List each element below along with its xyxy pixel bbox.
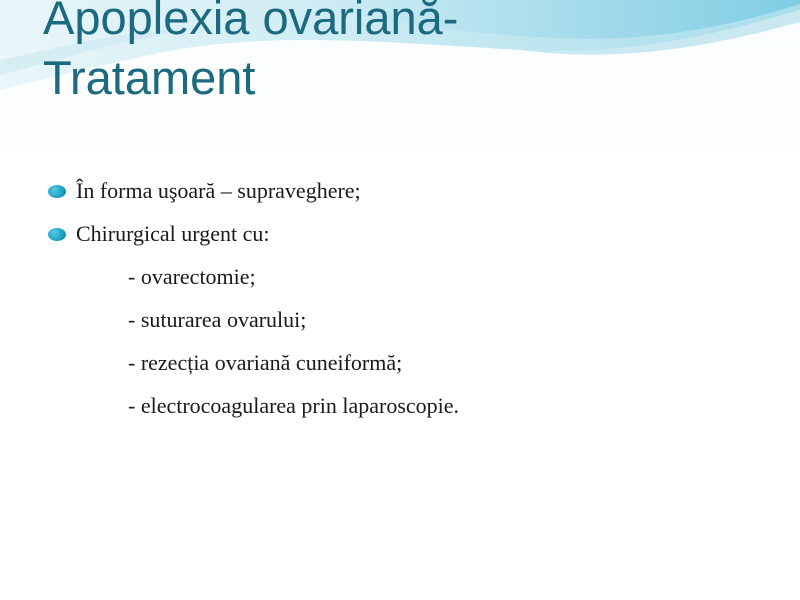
slide-title-line-2: Tratament — [43, 51, 256, 104]
slide-title — [43, 0, 458, 108]
sub-item: - suturarea ovarului; — [128, 307, 307, 332]
bullet-dot-icon — [48, 228, 66, 241]
sub-item: - electrocoagularea prin laparoscopie. — [128, 393, 460, 418]
bullet-text: În forma uşoară – supraveghere; — [76, 178, 361, 203]
slide-title-line-1: Apoplexia ovariană- — [43, 0, 459, 44]
slide-body — [48, 176, 768, 434]
bullet-text: Chirurgical urgent cu: — [76, 221, 270, 246]
bullet-item — [48, 219, 768, 262]
sub-item: - rezecția ovariană cuneiformă; — [128, 350, 403, 375]
bullet-item — [48, 176, 768, 219]
bullet-dot-icon — [48, 185, 66, 198]
sub-item: - ovarectomie; — [128, 264, 256, 289]
